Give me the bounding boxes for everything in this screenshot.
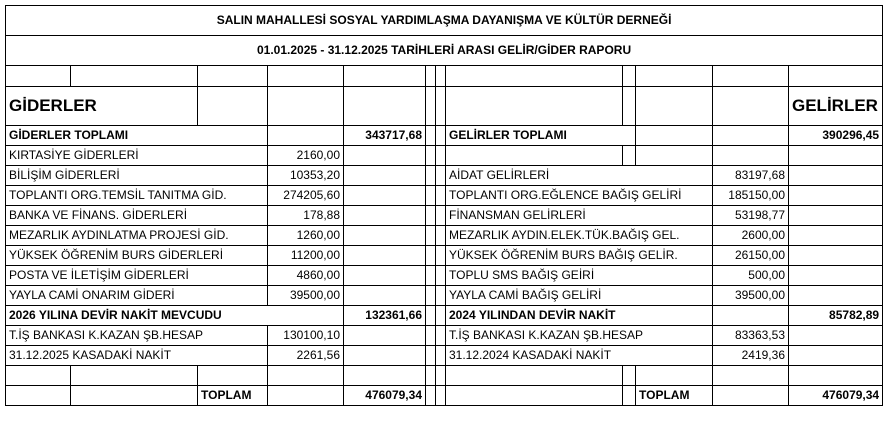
income-item-label: TOPLANTI ORG.EĞLENCE BAĞIŞ GELİRİ xyxy=(446,186,713,206)
income-carry-item-label: 31.12.2024 KASADAKİ NAKİT xyxy=(446,346,713,366)
expense-item-label: BİLİŞİM GİDERLERİ xyxy=(6,166,268,186)
income-item-label: AİDAT GELİRLERİ xyxy=(446,166,713,186)
expenses-total-value: 343717,68 xyxy=(344,126,426,146)
income-carry-label: 2024 YILINDAN DEVİR NAKİT xyxy=(446,306,713,326)
report-table xyxy=(5,5,883,406)
expense-item-value: 10353,20 xyxy=(268,166,344,186)
expense-item-label: BANKA VE FİNANS. GİDERLERİ xyxy=(6,206,268,226)
income-item-value: 26150,00 xyxy=(713,246,789,266)
income-item-label: YAYLA CAMİ BAĞIŞ GELİRİ xyxy=(446,286,713,306)
expense-item-value: 4860,00 xyxy=(268,266,344,286)
expense-item-value: 178,88 xyxy=(268,206,344,226)
expenses-carry-label: 2026 YILINA DEVİR NAKİT MEVCUDU xyxy=(6,306,344,326)
expense-carry-item-label: T.İŞ BANKASI K.KAZAN ŞB.HESAP xyxy=(6,326,268,346)
income-item-value: 83197,68 xyxy=(713,166,789,186)
expense-carry-item-label: 31.12.2025 KASADAKİ NAKİT xyxy=(6,346,268,366)
expense-item-label: YAYLA CAMİ ONARIM GİDERİ xyxy=(6,286,268,306)
income-total-value: 390296,45 xyxy=(789,126,883,146)
expense-carry-item-value: 2261,56 xyxy=(268,346,344,366)
expense-item-label: MEZARLIK AYDINLATMA PROJESİ GİD. xyxy=(6,226,268,246)
income-grand-label: TOPLAM xyxy=(636,386,713,406)
expense-item-value: 39500,00 xyxy=(268,286,344,306)
expense-carry-item-value: 130100,10 xyxy=(268,326,344,346)
income-item-label: YÜKSEK ÖĞRENİM BURS BAĞIŞ GELİR. xyxy=(446,246,713,266)
expense-item-value: 1260,00 xyxy=(268,226,344,246)
expenses-grand-value: 476079,34 xyxy=(344,386,426,406)
expenses-grand-label: TOPLAM xyxy=(198,386,268,406)
income-total-label: GELİRLER TOPLAMI xyxy=(446,126,636,146)
expenses-total-label: GİDERLER TOPLAMI xyxy=(6,126,268,146)
income-item-value: 53198,77 xyxy=(713,206,789,226)
income-item-label: FİNANSMAN GELİRLERİ xyxy=(446,206,713,226)
report-title: SALIN MAHALLESİ SOSYAL YARDIMLAŞMA DAYANIŞMA VE KÜLTÜR DERNEĞİ xyxy=(6,6,883,36)
income-item-value: 2600,00 xyxy=(713,226,789,246)
income-header: GELİRLER xyxy=(789,87,883,126)
expense-item-value: 2160,00 xyxy=(268,146,344,166)
income-item-value: 500,00 xyxy=(713,266,789,286)
expense-item-label: TOPLANTI ORG.TEMSİL TANITMA GİD. xyxy=(6,186,268,206)
income-item-value: 39500,00 xyxy=(713,286,789,306)
income-carry-value: 85782,89 xyxy=(789,306,883,326)
expense-item-value: 274205,60 xyxy=(268,186,344,206)
income-item-value: 185150,00 xyxy=(713,186,789,206)
expenses-header: GİDERLER xyxy=(6,87,198,126)
income-grand-value: 476079,34 xyxy=(789,386,883,406)
income-carry-item-value: 2419,36 xyxy=(713,346,789,366)
report-subtitle: 01.01.2025 - 31.12.2025 TARİHLERİ ARASI GELİR/GİDER RAPORU xyxy=(6,36,883,66)
expense-item-label: POSTA VE İLETİŞİM GİDERLERİ xyxy=(6,266,268,286)
expenses-carry-value: 132361,66 xyxy=(344,306,426,326)
expense-item-label: YÜKSEK ÖĞRENİM BURS GİDERLERİ xyxy=(6,246,268,266)
income-carry-item-label: T.İŞ BANKASI K.KAZAN ŞB.HESAP xyxy=(446,326,713,346)
income-carry-item-value: 83363,53 xyxy=(713,326,789,346)
expense-item-value: 11200,00 xyxy=(268,246,344,266)
income-item-label: MEZARLIK AYDIN.ELEK.TÜK.BAĞIŞ GEL. xyxy=(446,226,713,246)
expense-item-label: KIRTASİYE GİDERLERİ xyxy=(6,146,268,166)
income-item-label: TOPLU SMS BAĞIŞ GEİRİ xyxy=(446,266,713,286)
